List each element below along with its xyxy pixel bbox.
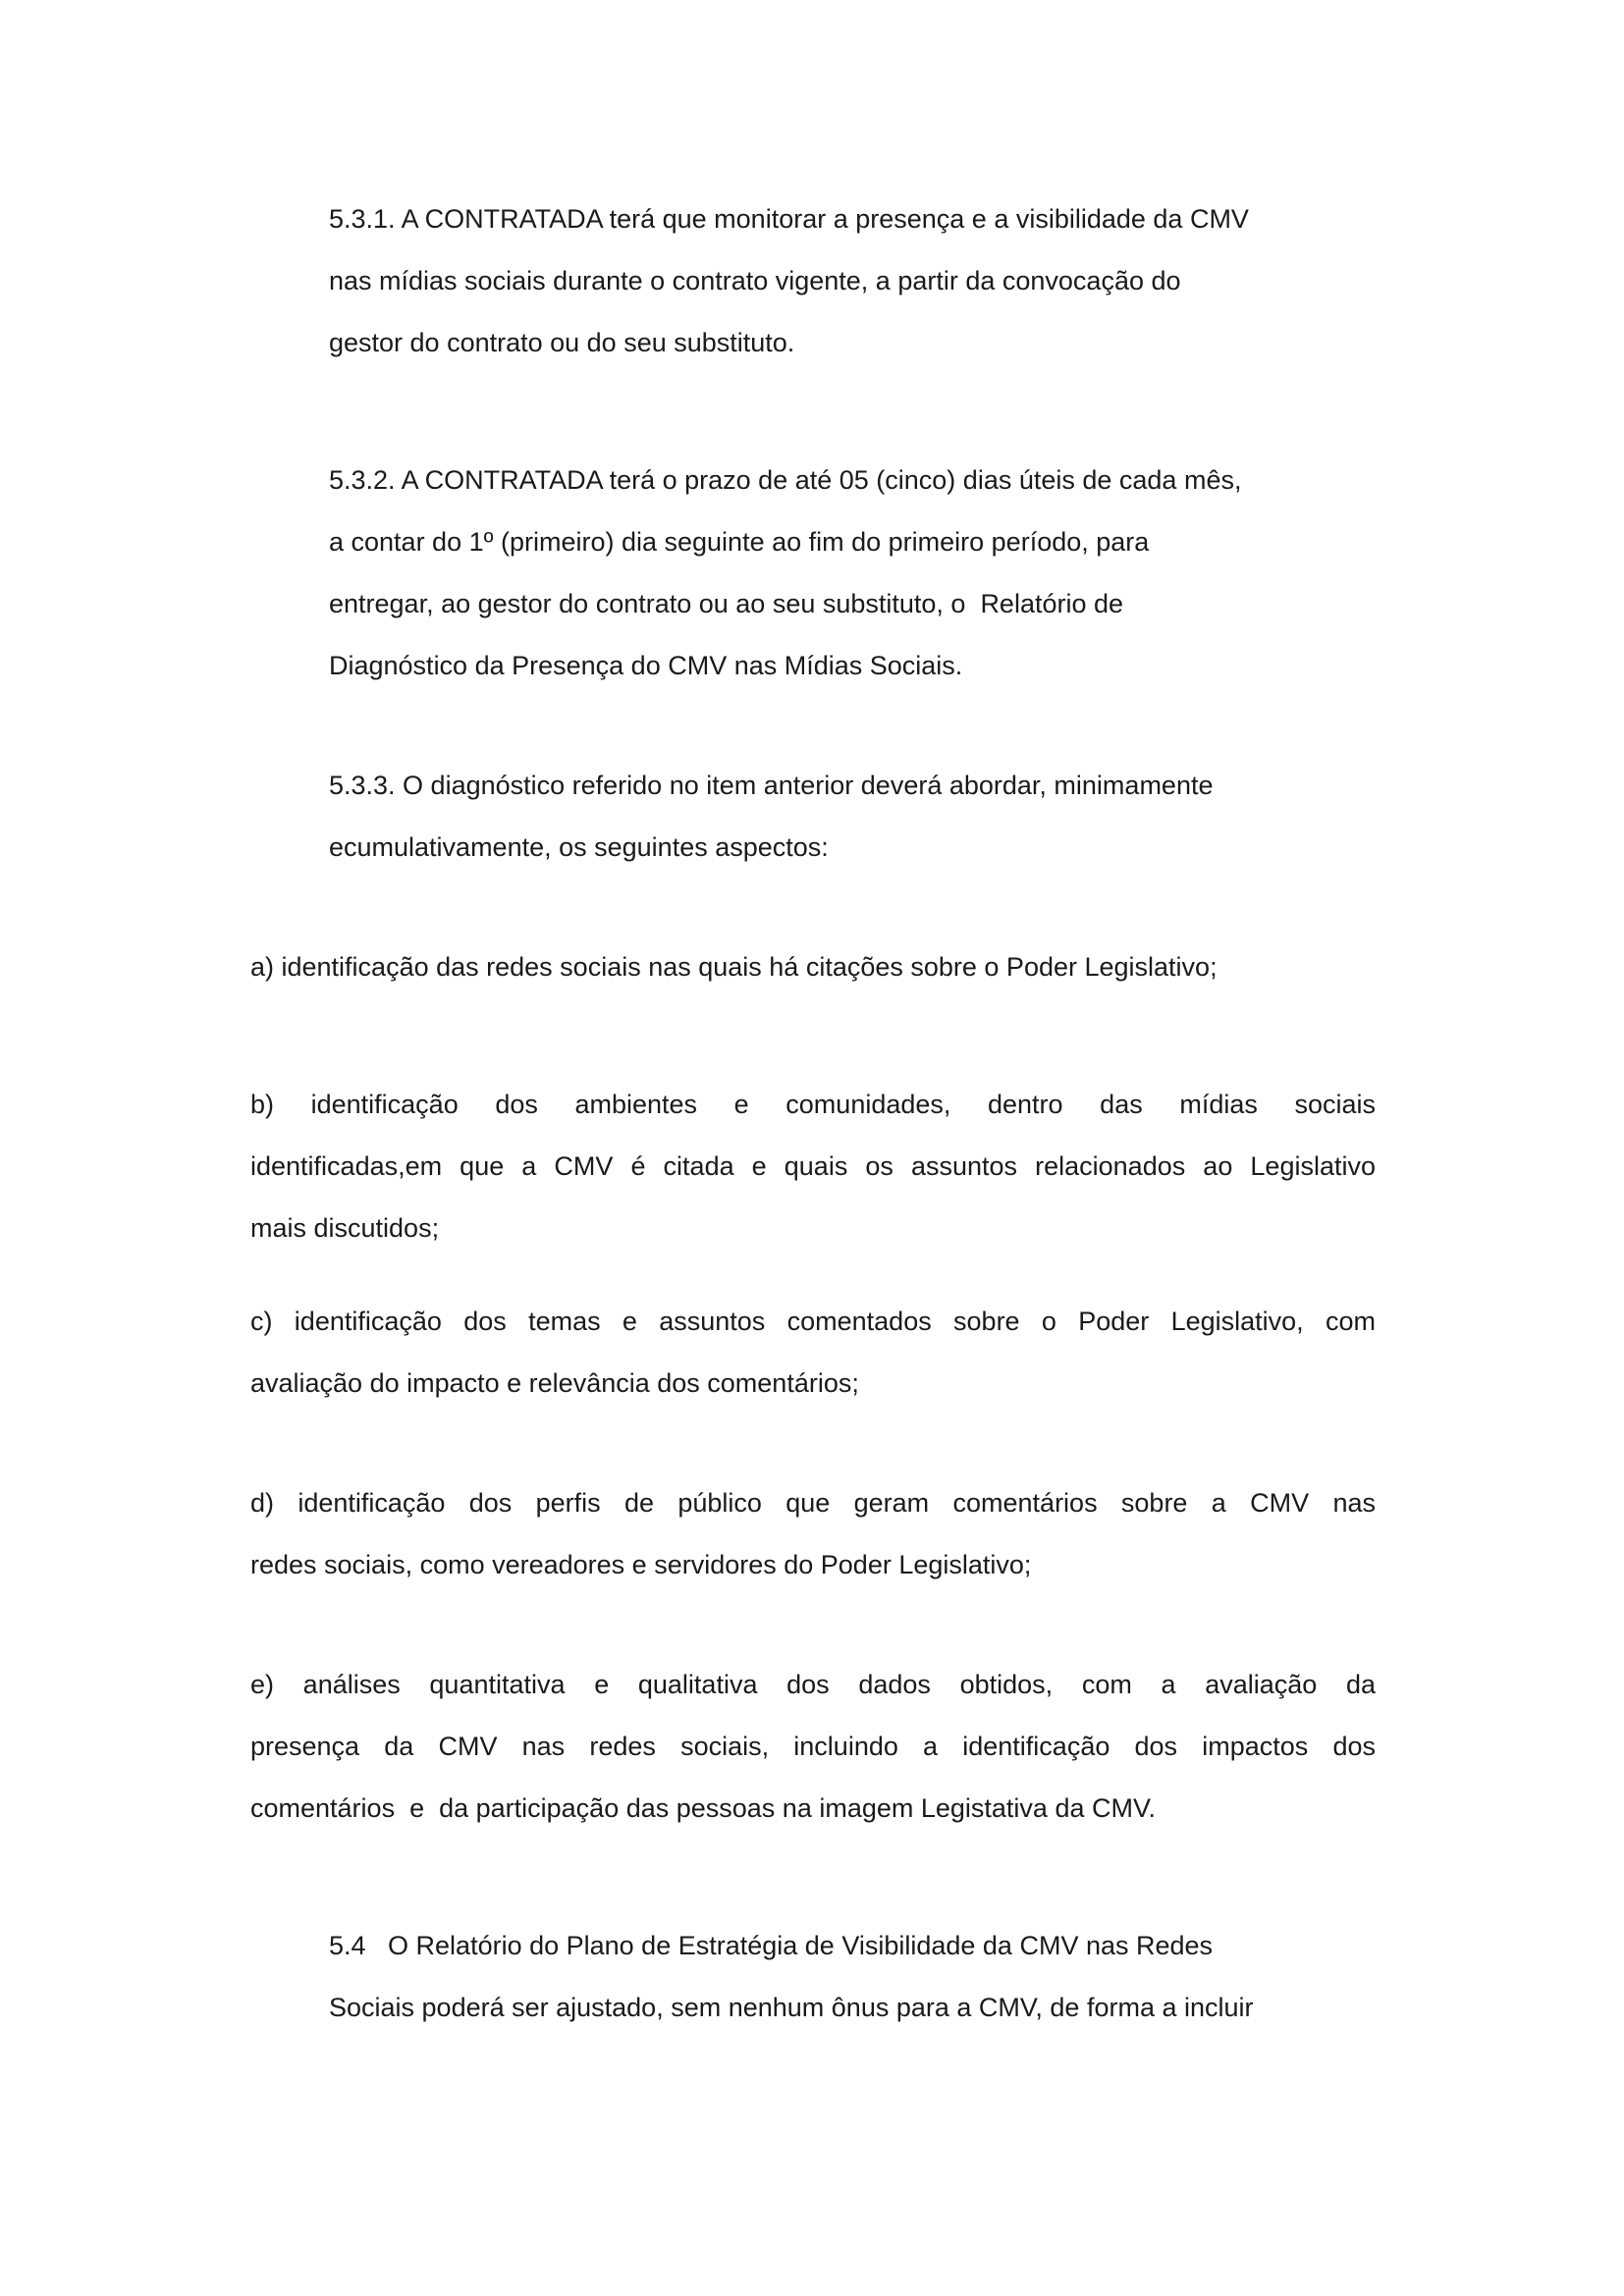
list-item-e — [250, 1654, 1376, 1840]
text-line: Sociais poderá ser ajustado, sem nenhum ônus para a CMV, de forma a incluir — [329, 1993, 1254, 2022]
text-line: entregar, ao gestor do contrato ou ao seu substituto, o Relatório de — [329, 589, 1124, 618]
paragraph-5-3-3 — [250, 755, 1376, 879]
text-line: mais discutidos; — [250, 1213, 440, 1243]
list-item-c — [250, 1291, 1376, 1415]
text-line: a) identificação das redes sociais nas quais há citações sobre o Poder Legislativo; — [250, 952, 1218, 982]
text-line: 5.3.2. A CONTRATADA terá o prazo de até 05 (cinco) dias úteis de cada mês, — [329, 465, 1242, 495]
text-line: redes sociais, como vereadores e servidores do Poder Legislativo; — [250, 1550, 1032, 1579]
text-line: 5.4 O Relatório do Plano de Estratégia de Visibilidade da CMV nas Redes — [329, 1931, 1214, 1960]
text-line: Diagnóstico da Presença do CMV nas Mídias Sociais. — [329, 651, 963, 680]
text-line: ecumulativamente, os seguintes aspectos: — [329, 832, 829, 862]
text-line: 5.3.3. O diagnóstico referido no item anterior deverá abordar, minimamente — [329, 771, 1214, 800]
text-line: nas mídias sociais durante o contrato vigente, a partir da convocação do — [329, 266, 1181, 295]
text-line: d) identificação dos perfis de público que geram comentários sobre a CMV nas — [250, 1488, 1376, 1518]
text-line: b) identificação dos ambientes e comunidades, dentro das mídias sociais — [250, 1090, 1376, 1119]
text-line: presença da CMV nas redes sociais, incluindo a identificação dos impactos dos — [250, 1732, 1376, 1761]
list-item-d — [250, 1472, 1376, 1596]
text-line: gestor do contrato ou do seu substituto. — [329, 328, 795, 357]
text-line: c) identificação dos temas e assuntos comentados sobre o Poder Legislativo, com — [250, 1307, 1376, 1336]
text-line: identificadas,em que a CMV é citada e quais os assuntos relacionados ao Legislativo — [250, 1151, 1376, 1181]
paragraph-5-4 — [250, 1915, 1376, 2039]
paragraph-5-3-1 — [250, 188, 1376, 374]
text-line: comentários e da participação das pessoas na imagem Legistativa da CMV. — [250, 1793, 1157, 1823]
document-content — [250, 188, 1376, 2039]
text-line: e) análises quantitativa e qualitativa dos dados obtidos, com a avaliação da — [250, 1670, 1376, 1699]
text-line: a contar do 1º (primeiro) dia seguinte ao fim do primeiro período, para — [329, 527, 1150, 557]
paragraph-5-3-2 — [250, 450, 1376, 697]
text-line: avaliação do impacto e relevância dos comentários; — [250, 1368, 859, 1398]
list-item-b — [250, 1074, 1376, 1259]
text-line: 5.3.1. A CONTRATADA terá que monitorar a presença e a visibilidade da CMV — [329, 204, 1249, 234]
list-item-a — [250, 936, 1376, 998]
